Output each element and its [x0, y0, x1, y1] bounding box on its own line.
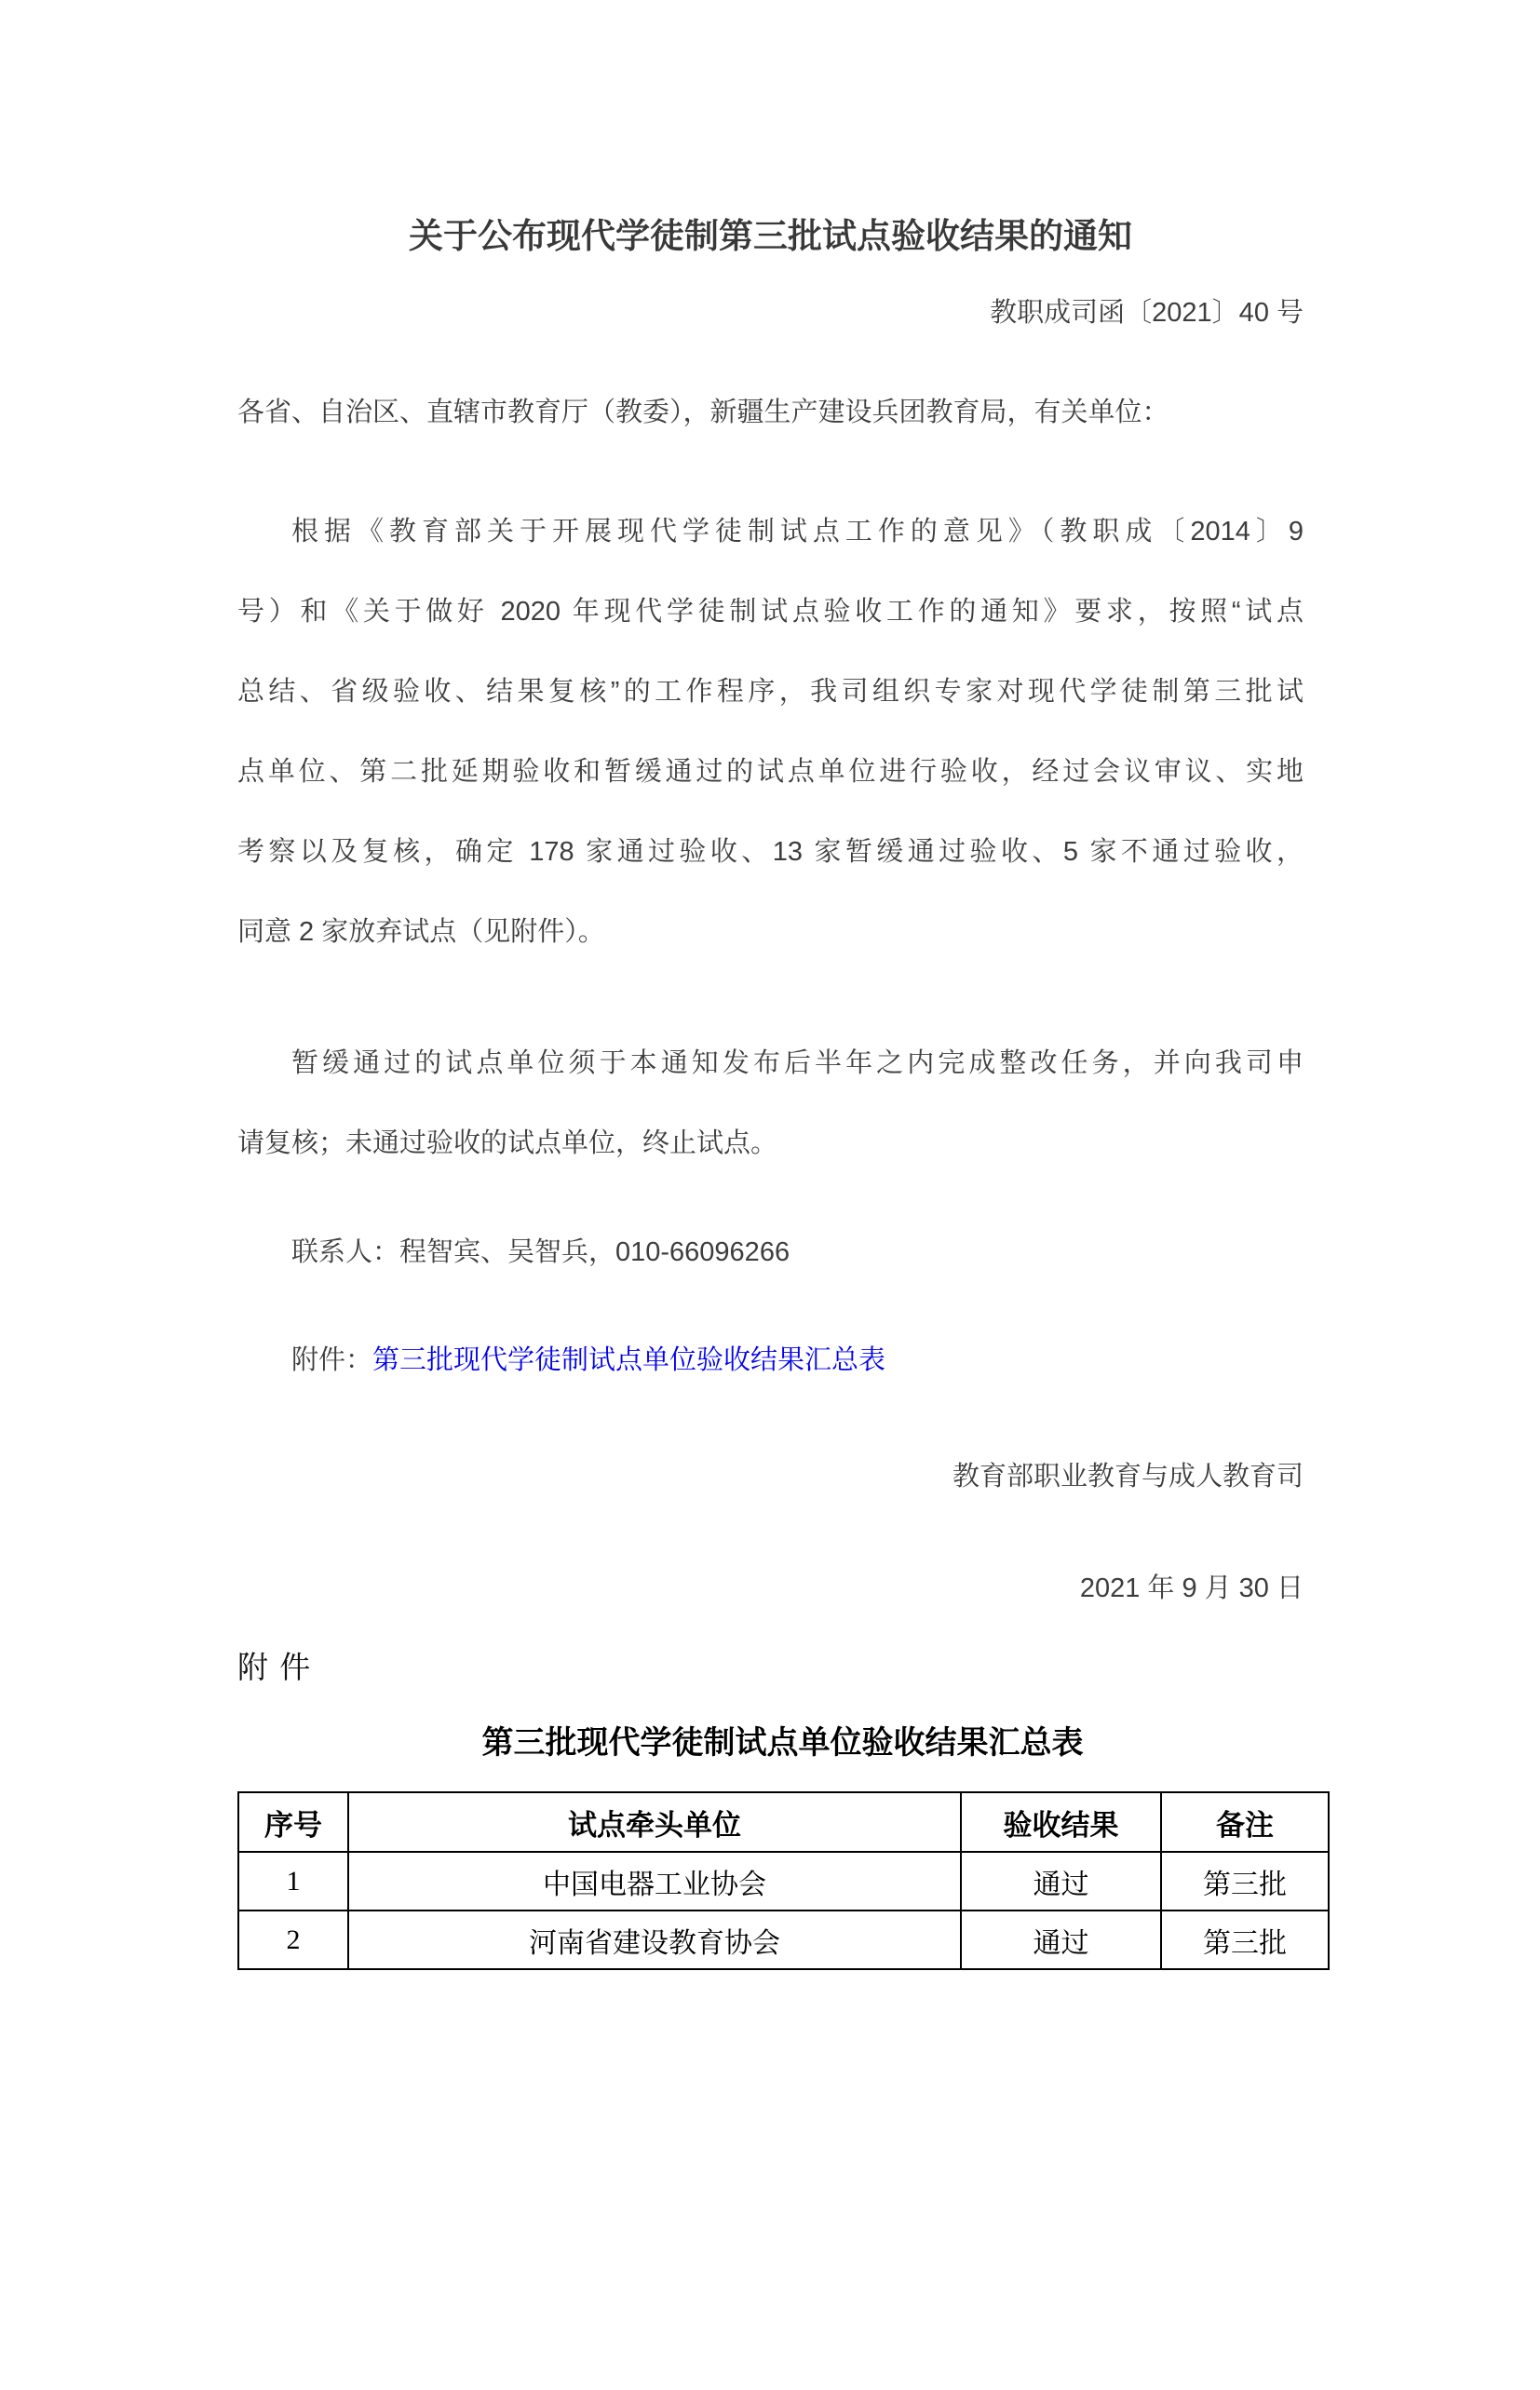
doc-number: 教职成司函〔2021〕40 号 — [990, 298, 1304, 328]
column-header-remark: 备注 — [1161, 1792, 1329, 1852]
body-line: 同意 2 家放弃试点（见附件）。 — [237, 917, 605, 947]
column-header-index: 序号 — [238, 1792, 348, 1852]
results-table — [237, 1791, 1330, 1970]
attachment-line — [237, 1320, 1304, 1400]
table-header-row — [238, 1792, 1329, 1852]
attachment-label: 附件： — [291, 1345, 373, 1375]
table-row — [238, 1852, 1329, 1911]
document-page — [0, 212, 1540, 2390]
paragraph-2 — [237, 1023, 1304, 1183]
body-line: 请复核；未通过验收的试点单位，终止试点。 — [237, 1128, 778, 1158]
index-cell: 2 — [238, 1911, 348, 1969]
appendix-table-title: 第三批现代学徒制试点单位验收结果汇总表 — [481, 1725, 1084, 1761]
body-line: 点单位、第二批延期验收和暂缓通过的试点单位进行验收，经过会议审议、实地 — [237, 757, 1304, 787]
signer-line: 教育部职业教育与成人教育司 — [952, 1462, 1304, 1492]
notice-body — [237, 212, 1304, 1970]
attachment-link[interactable]: 第三批现代学徒制试点单位验收结果汇总表 — [372, 1345, 886, 1375]
contact-line: 联系人：程智宾、吴智兵，010-66096266 — [291, 1237, 790, 1267]
result-cell: 通过 — [961, 1852, 1161, 1911]
column-header-unit: 试点牵头单位 — [348, 1792, 961, 1852]
body-line: 暂缓通过的试点单位须于本通知发布后半年之内完成整改任务，并向我司申 — [291, 1048, 1304, 1078]
paragraph-1 — [237, 492, 1304, 972]
table-row — [238, 1911, 1329, 1969]
index-cell: 1 — [238, 1852, 348, 1911]
remark-cell: 第三批 — [1161, 1852, 1329, 1911]
body-line: 总结、省级验收、结果复核”的工作程序，我司组织专家对现代学徒制第三批试 — [237, 677, 1304, 707]
appendix-section — [237, 1628, 1328, 1970]
appendix-label: 附 件 — [237, 1652, 313, 1685]
notice-title: 关于公布现代学徒制第三批试点验收结果的通知 — [409, 217, 1132, 255]
body-line: 考察以及复核，确定 178 家通过验收、13 家暂缓通过验收、5 家不通过验收， — [237, 837, 1304, 867]
salutation-line: 各省、自治区、直辖市教育厅（教委），新疆生产建设兵团教育局，有关单位： — [237, 398, 1169, 427]
column-header-result: 验收结果 — [961, 1792, 1161, 1852]
result-cell: 通过 — [961, 1911, 1161, 1969]
unit-cell: 中国电器工业协会 — [348, 1852, 961, 1911]
remark-cell: 第三批 — [1161, 1911, 1329, 1969]
body-line: 根据《教育部关于开展现代学徒制试点工作的意见》（教职成〔2014〕9 — [291, 517, 1304, 547]
date-line: 2021 年 9 月 30 日 — [1079, 1573, 1304, 1603]
body-line: 号）和《关于做好 2020 年现代学徒制试点验收工作的通知》要求，按照“试点 — [237, 597, 1304, 627]
unit-cell: 河南省建设教育协会 — [348, 1911, 961, 1969]
